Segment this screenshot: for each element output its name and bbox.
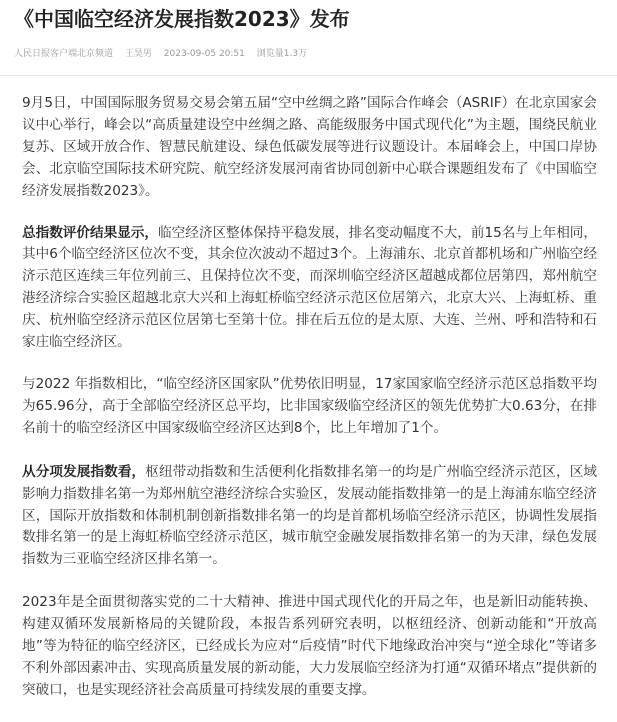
paragraph-text: 2023年是全面贯彻落实党的二十大精神、推进中国式现代化的开局之年，也是新旧动能转换、构建双循环发展新格局的关键阶段，本报告系列研究表明，以枢纽经济、创新动能和“开放高地”等为特征的临空经济区，已经成长为应对“后疫情”时代下地缘政治冲突与“逆全球化”等诸多不利外部因素冲击、实现高质量发展的新动能，大力发展临空经济为打通“双循环堵点”提供新的突破口，也是实现经济社会高质量可持续发展的重要支撑。 (22, 594, 597, 698)
paragraph-lead: 从分项发展指数看， (22, 463, 146, 480)
paragraph-overall-index (22, 223, 597, 354)
paragraph-text: 临空经济区整体保持平稳发展，排名变动幅度不大，前15名与上年相同，其中6个临空经济区位次不变，其余位次波动不超过3个。上海浦东、北京首都机场和广州临空经济示范区连续三年位列前三、且保持位次不变，而深圳临空经济区超越成都位居第四，郑州航空港经济综合实验区超越北京大兴和上海虹桥临空经济示范区位居第六，北京大兴、上海虹桥、重庆、杭州临空经济示范区位居第七至第十位。排在后五位的是太原、大连、兰州、呼和浩特和石家庄临空经济区。 (22, 224, 598, 351)
header-divider (0, 75, 617, 76)
paragraph-text: 9月5日，中国国际服务贸易交易会第五届“空中丝绸之路”国际合作峰会（ASRIF）在北京国家会议中心举行，峰会以“高质量建设空中丝绸之路、高能级服务中国式现代化”为主题，围绕民航业复苏、区域开放合作、智慧民航建设、绿色低碳发展等进行议题设计。本届峰会上，中国口岸协会、北京临空国际技术研究院、航空经济发展河南省协同创新中心联合课题组发布了《中国临空经济发展指数2023》。 (22, 95, 597, 199)
paragraph-comparison (22, 374, 597, 440)
paragraph-sub-index (22, 462, 597, 572)
paragraph-lead: 总指数评价结果显示， (22, 224, 159, 241)
paragraph-text: 枢纽带动指数和生活便利化指数排名第一的均是广州临空经济示范区，区域影响力指数排名第一为郑州航空港经济综合实验区，发展动能指数排第一的是上海浦东临空经济区，国际开放指数和体制机制创新指数排名第一的均是首都机场临空经济示范区，协调性发展指数排名第一的是上海虹桥临空经济示范区，城市航空金融发展指数排名第一的为天津，绿色发展指数为三亚临空经济区排名第一。 (22, 463, 598, 568)
source-label[interactable]: 人民日报客户端北京频道 (14, 49, 114, 59)
article-meta (14, 47, 607, 61)
author-label: 王昊男 (124, 49, 152, 59)
paragraph-text: 与2022 年指数相比，“临空经济区国家队”优势依旧明显，17家国家临空经济示范区总指数平均为65.96分，高于全部临空经济区总平均，比非国家级临空经济区的领先优势扩大0.63分，在排名前十的临空经济区中国家级临空经济区达到8个，比上年增加了1个。 (22, 375, 597, 436)
view-count: 浏览量1.3万 (256, 49, 308, 59)
publish-datetime: 2023-09-05 20:51 (163, 49, 245, 59)
paragraph-conclusion (22, 592, 597, 702)
paragraph-intro (22, 93, 597, 203)
article-body (14, 93, 607, 702)
article-title: 《中国临空经济发展指数2023》发布 (14, 7, 350, 31)
